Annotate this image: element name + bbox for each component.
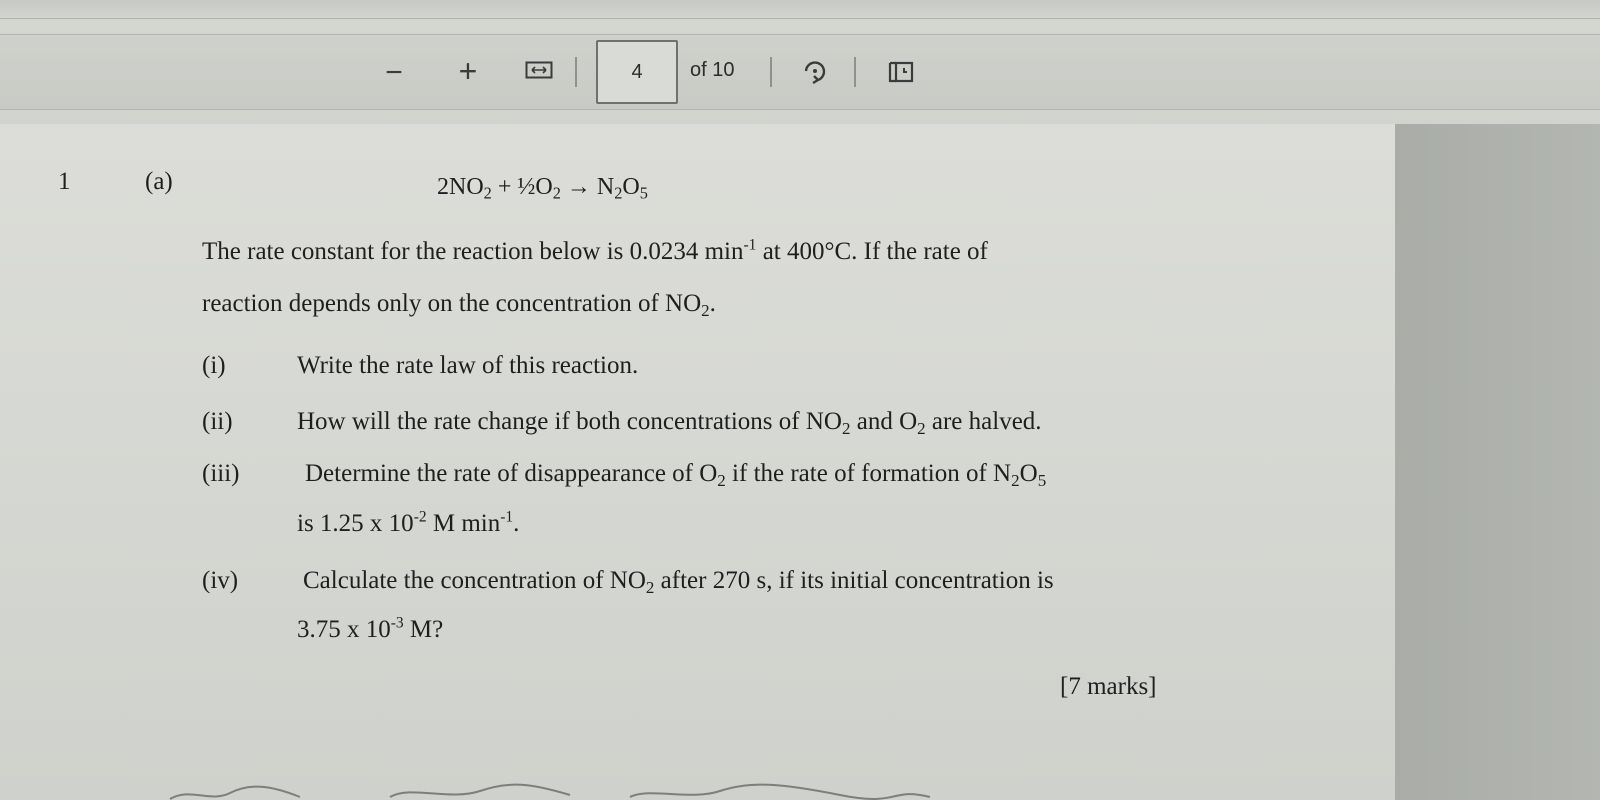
pdf-toolbar: [0, 34, 1600, 110]
reaction-equation: $2NO_2$ + $\frac{1}{2}O_2 \to N_2O_5$: [437, 174, 648, 203]
item-label-iii: (iii): [202, 460, 240, 487]
item-label-iv: (iv): [202, 567, 239, 594]
history-icon[interactable]: [884, 55, 918, 89]
current-page: 4: [631, 60, 643, 83]
history-glyph: [884, 55, 918, 89]
zoom-in-symbol: +: [458, 53, 478, 89]
page-total: of 10: [690, 59, 735, 81]
question-number: 1: [58, 168, 71, 195]
zoom-out-symbol: −: [385, 56, 403, 89]
item-text-i: Write the rate law of this reaction.: [297, 352, 639, 379]
window-top-edge: [0, 0, 1600, 19]
rotate-glyph: [798, 55, 832, 89]
item-text-iii: Determine the rate of disappearance of $O_2$ if the rate of formation of $N_2O_5$: [305, 460, 1047, 490]
fit-width-glyph: [525, 60, 553, 80]
handwritten-scribble: [150, 777, 950, 800]
item-label-i: (i): [202, 352, 226, 379]
zoom-out-icon[interactable]: [380, 56, 408, 89]
marks-label: [7 marks]: [1060, 673, 1157, 700]
item-text-iv-line2: 3.75 x $10^{-3}$ M?: [297, 614, 444, 643]
toolbar-divider: [854, 57, 856, 87]
fit-width-icon[interactable]: [525, 60, 553, 80]
question-part: (a): [145, 168, 173, 195]
rotate-icon[interactable]: [798, 55, 832, 89]
item-label-ii: (ii): [202, 408, 233, 435]
toolbar-divider: [770, 57, 772, 87]
item-text-iii-line2: is 1.25 x $10^{-2}$ M $\min^{-1}$.: [297, 508, 520, 537]
page-number-input[interactable]: [596, 40, 678, 104]
item-text-iv: Calculate the concentration of $NO_2$ after 270 s, if its initial concentration is: [303, 567, 1054, 597]
intro-line-1: The rate constant for the reaction below is 0.0234 $\min^{-1}$ at 400°C. If the rate of: [202, 236, 988, 265]
zoom-in-icon[interactable]: [452, 55, 484, 87]
item-text-ii: How will the rate change if both concentrations of $NO_2$ and $O_2$ are halved.: [297, 408, 1042, 438]
toolbar-divider: [575, 57, 577, 87]
viewer-background: [1395, 124, 1600, 800]
intro-line-2: reaction depends only on the concentration of $NO_2$.: [202, 290, 716, 320]
